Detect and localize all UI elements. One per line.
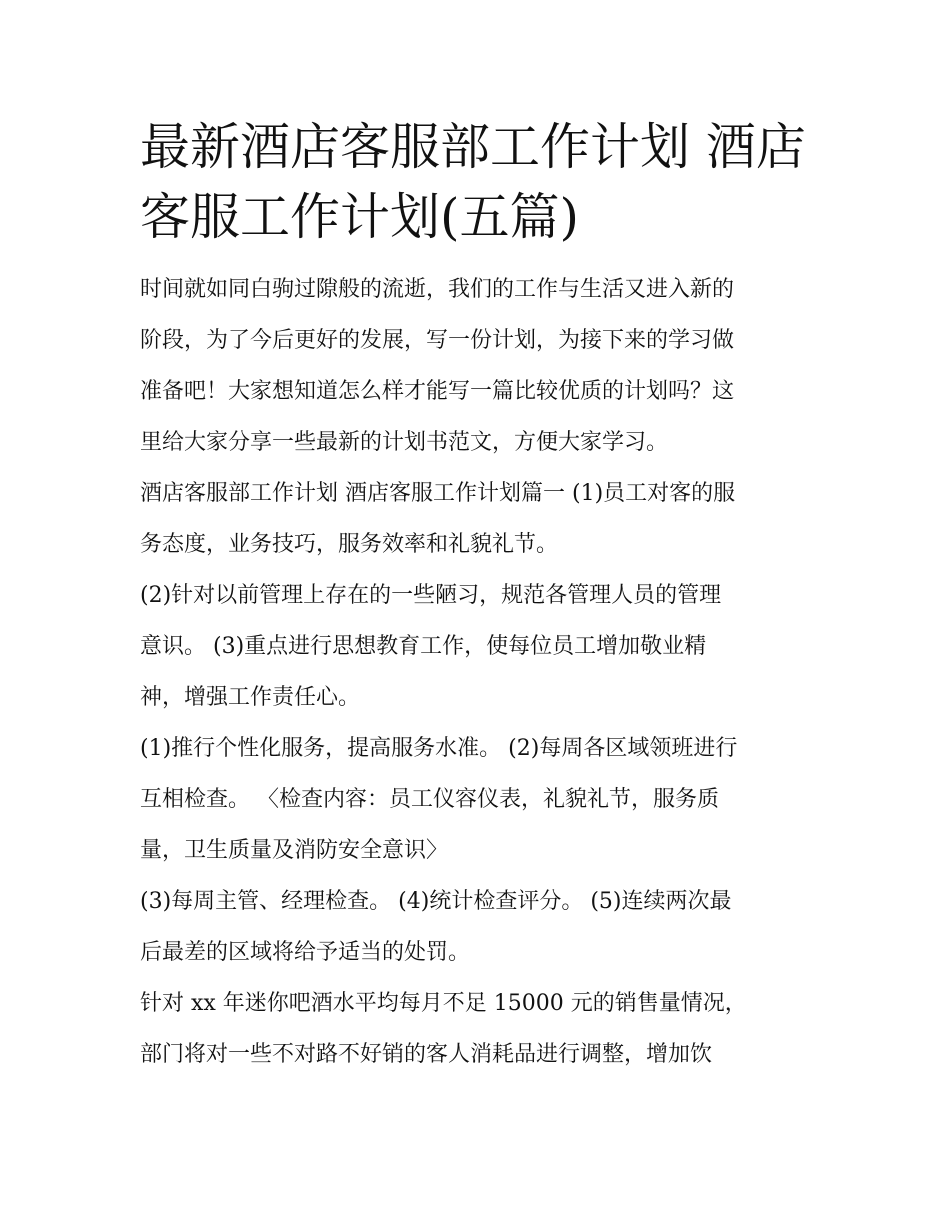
document-title: 最新酒店客服部工作计划 酒店 客服工作计划(五篇): [140, 118, 806, 246]
evaluation-paragraph: (3)每周主管、经理检查。 (4)统计检查评分。 (5)连续两次最 后最差的区域将给予适当的处罚。: [140, 889, 732, 965]
intro-paragraph: 时间就如同白驹过隙般的流逝，我们的工作与生活又进入新的 阶段，为了今后更好的发展，写一份计划，为接下来的学习做 准备吧！大家想知道怎么样才能写一篇比较优质的计划吗？这 里给大家分享一些最新的计划书范文，方便大家学习。: [140, 277, 735, 455]
title-block: [140, 112, 820, 252]
plan-section-one-paragraph: 酒店客服部工作计划 酒店客服工作计划篇一 (1)员工对客的服 务态度，业务技巧，服务效率和礼貌礼节。: [140, 481, 736, 557]
service-inspection-paragraph: (1)推行个性化服务，提高服务水准。 (2)每周各区域领班进行 互相检查。 〈检查内容：员工仪容仪表，礼貌礼节，服务质 量，卫生质量及消防安全意识〉: [140, 736, 738, 863]
minibar-paragraph: 针对 xx 年迷你吧酒水平均每月不足 15000 元的销售量情况， 部门将对一些不对路不好销的客人消耗品进行调整，增加饮: [140, 991, 747, 1067]
document-body: [140, 112, 820, 1080]
management-paragraph: (2)针对以前管理上存在的一些陋习，规范各管理人员的管理 意识。 (3)重点进行思想教育工作，使每位员工增加敬业精 神，增强工作责任心。: [140, 583, 722, 710]
